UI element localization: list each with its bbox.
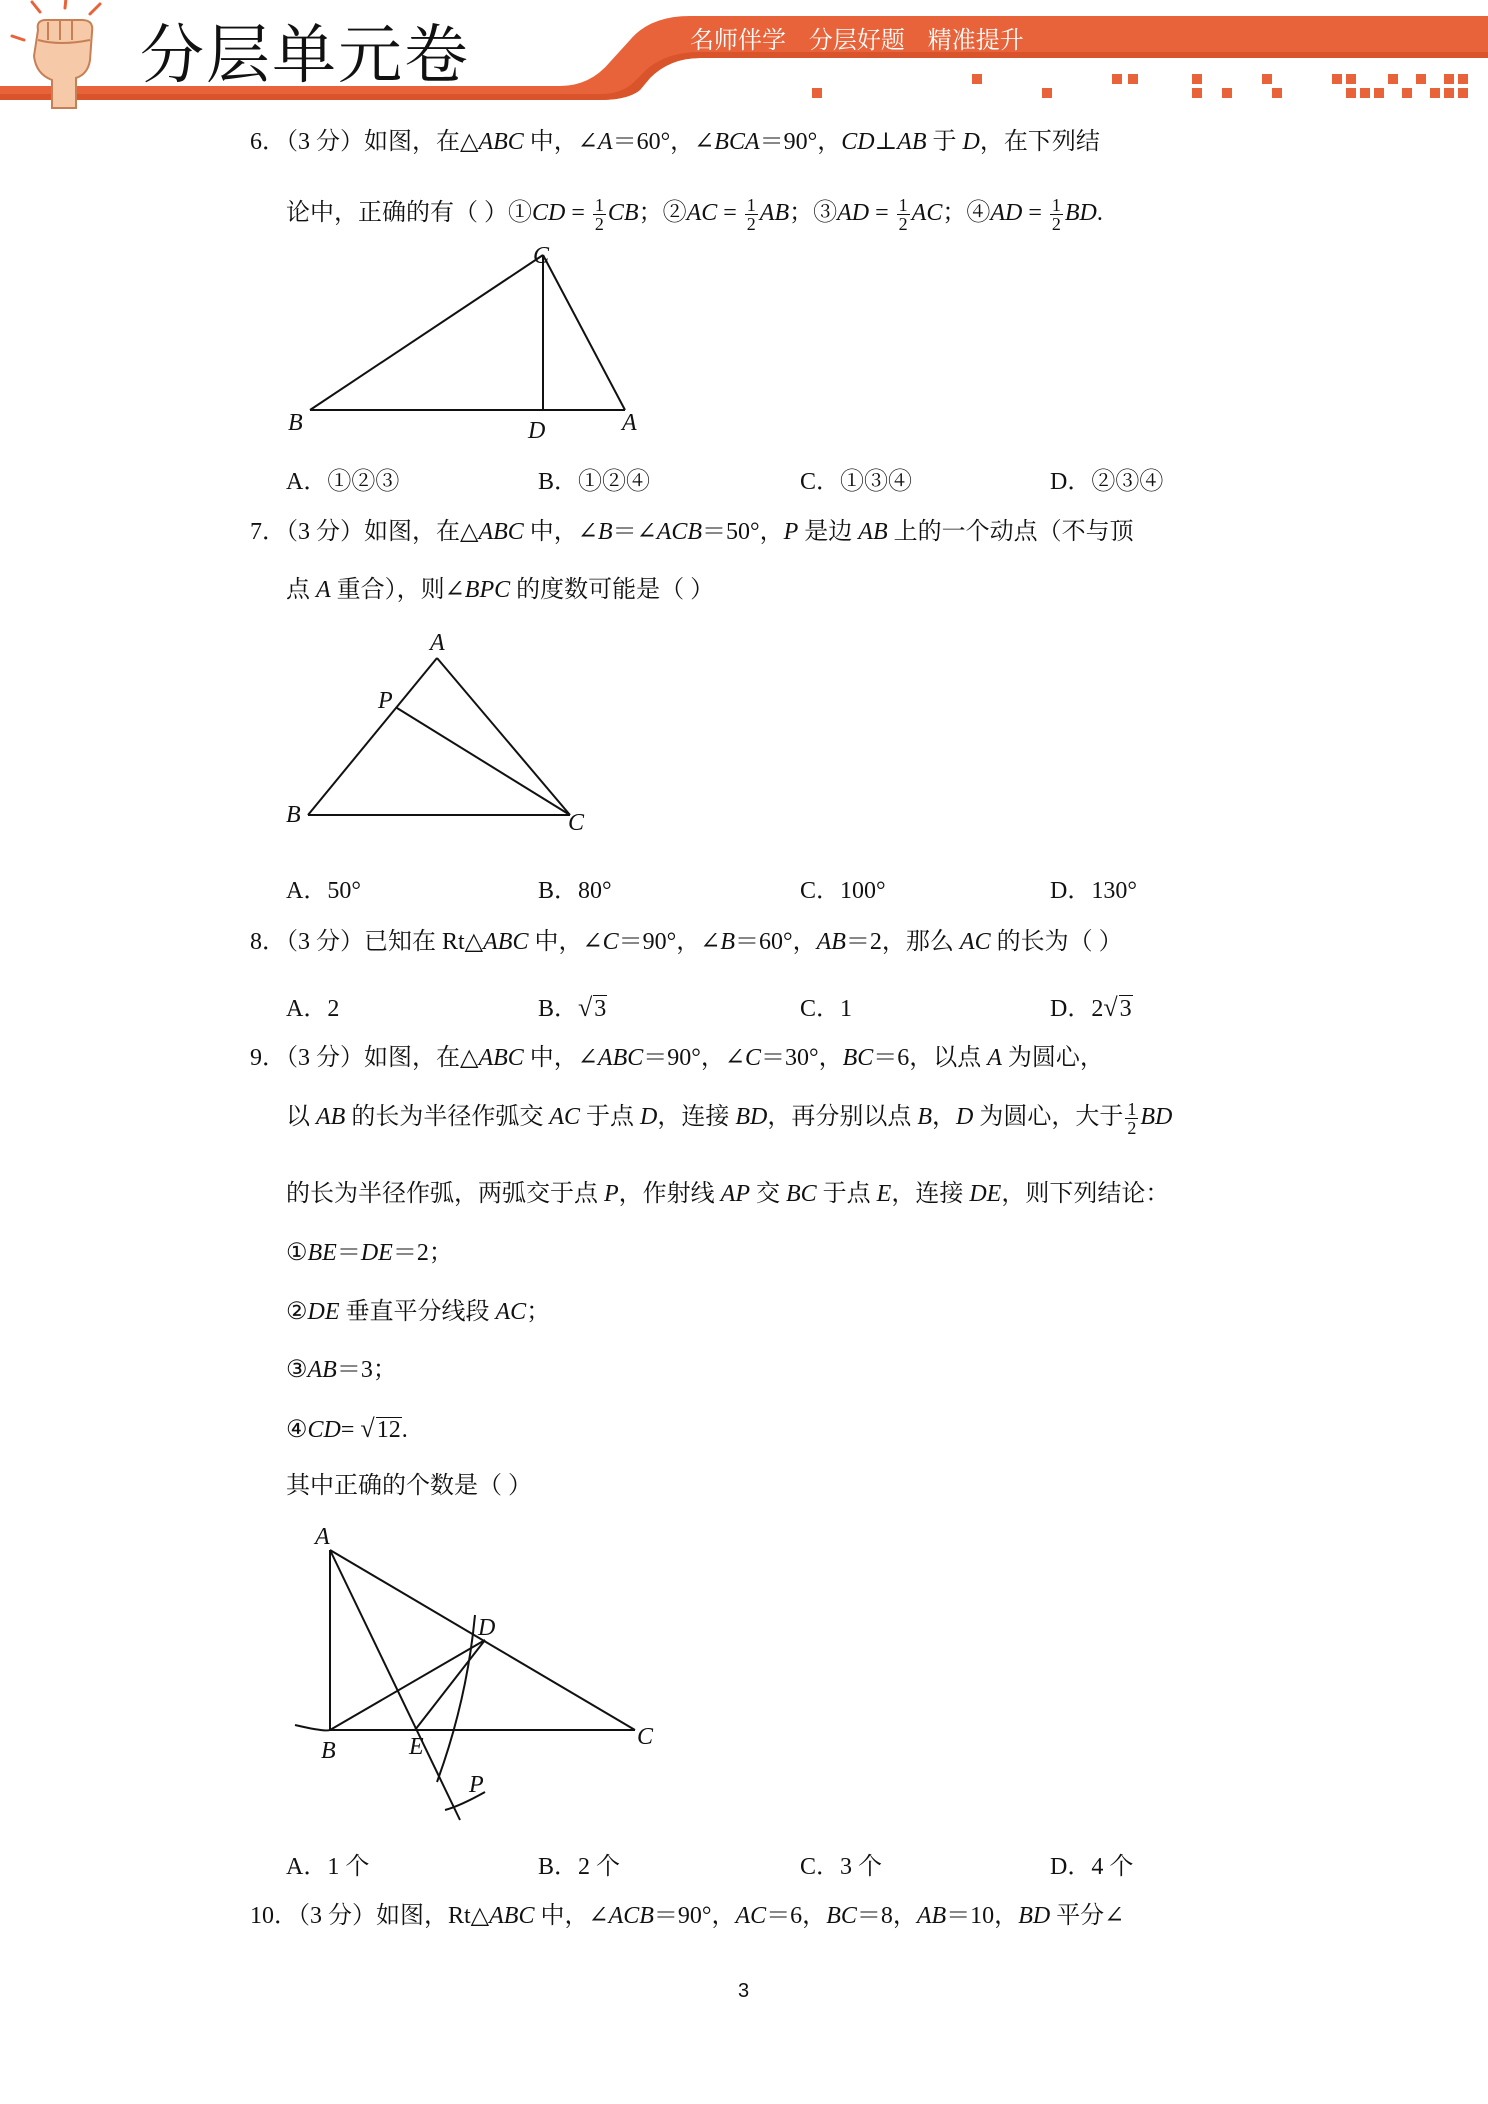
- option-text: ①②③: [327, 469, 400, 495]
- q6-var: AC: [686, 200, 718, 227]
- page-number: 3: [738, 1980, 750, 2002]
- q10-var: BD: [1018, 1903, 1051, 1929]
- q6-var: AC: [911, 200, 943, 227]
- q6-text: ，在下列结: [979, 129, 1100, 155]
- q6-text: ＝60°，∠: [612, 129, 715, 155]
- option-letter: B．: [538, 1854, 579, 1880]
- option-text: 1 个: [327, 1854, 370, 1880]
- fraction-num: 1: [1051, 195, 1061, 215]
- option-letter: B．: [538, 878, 579, 904]
- q9-text: ＝6，以点: [873, 1045, 988, 1071]
- q9-var: CD: [307, 1417, 341, 1443]
- q6-option-b[interactable]: [538, 461, 650, 496]
- option-letter: C．: [800, 996, 841, 1022]
- q8-number: 8．: [250, 929, 286, 955]
- q9-radicand: 12: [376, 1417, 401, 1443]
- q6-eq: =: [1022, 200, 1048, 227]
- q9-option-d[interactable]: [1050, 1846, 1133, 1881]
- option-letter: D．: [1050, 878, 1092, 904]
- q6-choice-mark: ①: [508, 200, 532, 227]
- option-letter: B．: [538, 996, 579, 1022]
- q6-choice-mark: ②: [662, 200, 687, 227]
- q9-score: （3 分）: [286, 1045, 364, 1071]
- half-fraction: [1050, 196, 1063, 233]
- q6-text: 中，∠: [523, 129, 598, 155]
- option-letter: A．: [286, 1854, 328, 1880]
- q6-var: CD: [532, 200, 566, 227]
- q10-line1: [250, 1904, 1124, 1928]
- q9-option-a[interactable]: [286, 1846, 369, 1881]
- q10-number: 10．: [250, 1903, 298, 1929]
- q9-var: AP: [720, 1181, 750, 1207]
- q7-label-C: C: [568, 810, 585, 836]
- q9-number: 9．: [250, 1045, 286, 1071]
- q10-text: 中，∠: [534, 1903, 609, 1929]
- q7-text: ＝∠: [612, 519, 657, 545]
- q6-figure: [280, 245, 650, 445]
- q10-var: AB: [916, 1903, 947, 1929]
- half-fraction: [1125, 1100, 1138, 1137]
- q6-sep: ；: [942, 200, 967, 227]
- q9-text: =: [340, 1417, 361, 1443]
- q9-text: 的长为半径作弧，两弧交于点: [286, 1181, 604, 1207]
- option-letter: A．: [286, 996, 328, 1022]
- q8-text: ＝90°，∠: [618, 929, 721, 955]
- q9-text: .: [401, 1417, 408, 1443]
- fist-icon: [10, 0, 120, 110]
- q9-text: 交: [750, 1181, 786, 1207]
- sqrt-icon: √: [1103, 993, 1118, 1022]
- option-radicand: 3: [594, 996, 607, 1022]
- q9-statement-3: [286, 1358, 397, 1382]
- q6-text: 如图，在△: [364, 129, 479, 155]
- q9-text: 于点: [816, 1181, 877, 1207]
- q8-score: （3 分）: [286, 929, 364, 955]
- q8-var: ABC: [483, 929, 529, 955]
- q9-var: ABC: [597, 1045, 644, 1071]
- q6-choice-mark: ③: [813, 200, 838, 227]
- q6-var: D: [962, 129, 980, 155]
- q6-sep: ；: [638, 200, 663, 227]
- option-radicand: 3: [1119, 996, 1132, 1022]
- option-text: 1: [840, 996, 853, 1022]
- q7-figure: [280, 630, 600, 840]
- q6-text: 于: [926, 129, 963, 155]
- q9-text: ，: [932, 1104, 957, 1131]
- q6-label-B: B: [288, 410, 303, 436]
- q7-text: ＝50°，: [702, 519, 784, 545]
- q8-text: 的长为（ ）: [990, 929, 1123, 955]
- q7-option-c[interactable]: [800, 870, 886, 905]
- option-text: ①③④: [840, 469, 913, 495]
- half-fraction: [593, 196, 606, 233]
- q8-option-a[interactable]: [286, 988, 339, 1023]
- option-text: 2 个: [578, 1854, 621, 1880]
- q9-var: AC: [549, 1104, 580, 1131]
- option-text: 100°: [840, 878, 886, 904]
- q8-text: 已知在 Rt△: [364, 929, 484, 955]
- statement-mark: ④: [286, 1417, 308, 1443]
- q7-var: P: [783, 519, 799, 545]
- q6-option-a[interactable]: [286, 461, 399, 496]
- q9-text: ＝30°，: [760, 1045, 843, 1071]
- q8-var: AB: [816, 929, 846, 955]
- q9-var: DE: [307, 1299, 340, 1325]
- q9-var: AC: [495, 1299, 527, 1325]
- q6-score: （3 分）: [286, 129, 364, 155]
- q8-var: AC: [959, 929, 991, 955]
- q10-var: ACB: [608, 1903, 654, 1929]
- q7-var: ABC: [478, 519, 524, 545]
- q9-var: P: [604, 1181, 619, 1207]
- sqrt-icon: √: [578, 993, 593, 1022]
- q8-var: C: [602, 929, 619, 955]
- q10-var: AC: [735, 1903, 767, 1929]
- q7-label-P: P: [378, 688, 393, 714]
- q9-var: BC: [842, 1045, 874, 1071]
- q10-score: （3 分）: [298, 1903, 376, 1929]
- q9-text: 中，∠: [523, 1045, 598, 1071]
- q6-end: .: [1096, 200, 1103, 227]
- q6-var: BCA: [714, 129, 760, 155]
- q7-var: B: [597, 519, 613, 545]
- q9-question: [286, 1474, 532, 1498]
- q9-text: ，连接: [657, 1104, 736, 1131]
- q9-var: BE: [307, 1240, 337, 1266]
- fraction-den: 2: [1051, 214, 1061, 234]
- q10-text: ＝6，: [766, 1903, 827, 1929]
- option-letter: A．: [286, 469, 328, 495]
- q7-var: BPC: [464, 577, 511, 603]
- q8-text: ＝2，那么: [845, 929, 960, 955]
- fraction-den: 2: [898, 214, 908, 234]
- q6-eq: =: [565, 200, 591, 227]
- q9-text: 为圆心，大于: [973, 1104, 1124, 1131]
- q9-text: 于点: [580, 1104, 640, 1131]
- q6-var: AB: [897, 129, 927, 155]
- option-letter: B．: [538, 469, 579, 495]
- q6-var: AB: [759, 200, 790, 227]
- q9-statement-1: [286, 1241, 453, 1265]
- option-text: ②③④: [1091, 469, 1164, 495]
- q7-label-A: A: [430, 630, 445, 656]
- half-fraction: [897, 196, 910, 233]
- q7-text: 中，∠: [523, 519, 598, 545]
- q9-text: 的长为半径作弧交: [345, 1104, 550, 1131]
- q7-score: （3 分）: [286, 519, 364, 545]
- option-letter: D．: [1050, 996, 1092, 1022]
- q9-label-C: C: [637, 1724, 654, 1750]
- q6-var: AD: [990, 200, 1023, 227]
- q7-line1: [250, 520, 1134, 544]
- q9-label-E: E: [409, 1734, 424, 1760]
- q6-choice-mark: ④: [966, 200, 991, 227]
- q6-label-D: D: [528, 418, 546, 444]
- q9-text: ，作射线: [618, 1181, 721, 1207]
- q9-var: D: [956, 1104, 974, 1131]
- q7-var: ACB: [656, 519, 703, 545]
- fraction-den: 2: [1127, 1118, 1137, 1138]
- q6-var: A: [597, 129, 613, 155]
- half-fraction: [745, 196, 758, 233]
- fraction-num: 1: [1127, 1099, 1137, 1119]
- q10-text: 如图，Rt△: [376, 1903, 490, 1929]
- header-title: 分层单元卷: [140, 19, 470, 93]
- q9-var: A: [987, 1045, 1002, 1071]
- q9-var: C: [744, 1045, 761, 1071]
- q7-number: 7．: [250, 519, 286, 545]
- q9-figure: [285, 1520, 665, 1830]
- option-text: 2: [327, 996, 340, 1022]
- q6-var: CD: [841, 129, 875, 155]
- q9-var: B: [917, 1104, 933, 1131]
- q9-text: ＝2；: [392, 1240, 453, 1266]
- q10-text: 平分∠: [1050, 1903, 1125, 1929]
- q6-option-d[interactable]: [1050, 461, 1163, 496]
- q6-var: BD: [1064, 200, 1097, 227]
- q6-text: ⊥: [874, 129, 898, 155]
- q9-text: ＝3；: [336, 1357, 397, 1383]
- q9-var: AB: [316, 1104, 346, 1131]
- q9-label-P: P: [469, 1772, 484, 1798]
- q9-text: ，则下列结论：: [1001, 1181, 1170, 1207]
- q7-option-d[interactable]: [1050, 870, 1137, 905]
- q8-option-d[interactable]: [1050, 988, 1133, 1023]
- q9-line1: [250, 1046, 1104, 1070]
- q7-text: 上的一个动点（不与顶: [887, 519, 1134, 545]
- q9-statement-4: [286, 1416, 408, 1442]
- statement-mark: ①: [286, 1240, 308, 1266]
- q9-text: ，连接: [891, 1181, 970, 1207]
- q9-option-c[interactable]: [800, 1846, 882, 1881]
- q9-var: E: [876, 1181, 892, 1207]
- q9-line3: [286, 1182, 1169, 1206]
- q8-text: ＝60°，: [734, 929, 817, 955]
- q8-option-c[interactable]: [800, 988, 852, 1023]
- option-text: 130°: [1091, 878, 1137, 904]
- q6-label-A: A: [622, 410, 637, 436]
- q8-text: 中，∠: [528, 929, 603, 955]
- q8-var: B: [720, 929, 735, 955]
- fraction-den: 2: [746, 214, 756, 234]
- q9-option-b[interactable]: [538, 1846, 620, 1881]
- q9-var: BD: [735, 1104, 768, 1131]
- q6-text: ＝90°，: [759, 129, 842, 155]
- q9-var: BD: [1140, 1104, 1173, 1131]
- q7-text: 重合），则∠: [330, 577, 465, 603]
- q7-label-B: B: [286, 802, 301, 828]
- q9-text: 垂直平分线段: [339, 1299, 496, 1325]
- option-text: 80°: [578, 878, 612, 904]
- sqrt-icon: √: [360, 1414, 375, 1443]
- q7-text: 的度数可能是（ ）: [510, 577, 715, 603]
- q9-text: ；: [526, 1299, 551, 1325]
- q6-eq: =: [717, 200, 743, 227]
- q10-var: BC: [826, 1903, 857, 1929]
- q9-var: AB: [307, 1357, 337, 1383]
- q6-var: ABC: [478, 129, 524, 155]
- fraction-num: 1: [594, 195, 604, 215]
- q9-var: DE: [360, 1240, 393, 1266]
- q9-text: 为圆心，: [1001, 1045, 1104, 1071]
- option-prefix: 2: [1091, 996, 1104, 1022]
- q10-text: ＝10，: [946, 1903, 1019, 1929]
- q7-text: 点: [286, 577, 316, 603]
- q9-line2: [286, 1100, 1172, 1137]
- q9-text: ＝90°，∠: [643, 1045, 745, 1071]
- q6-number: 6．: [250, 129, 286, 155]
- q10-var: ABC: [489, 1903, 535, 1929]
- fraction-num: 1: [898, 195, 908, 215]
- q9-statement-2: [286, 1300, 550, 1324]
- option-text: 4 个: [1091, 1854, 1134, 1880]
- q6-var: CB: [607, 200, 639, 227]
- q6-var: AD: [837, 200, 870, 227]
- q9-label-B: B: [321, 1738, 336, 1764]
- q10-text: ＝90°，: [653, 1903, 736, 1929]
- statement-mark: ②: [286, 1299, 308, 1325]
- q6-eq: =: [869, 200, 895, 227]
- q10-text: ＝8，: [856, 1903, 917, 1929]
- q8-line1: [250, 930, 1123, 954]
- q9-var: BC: [786, 1181, 817, 1207]
- q7-option-b[interactable]: [538, 870, 612, 905]
- option-letter: D．: [1050, 1854, 1092, 1880]
- option-text: ①②④: [578, 469, 651, 495]
- fraction-num: 1: [746, 195, 756, 215]
- q6-option-c[interactable]: [800, 461, 912, 496]
- option-text: 3 个: [840, 1854, 883, 1880]
- option-letter: C．: [800, 469, 841, 495]
- q9-label-A: A: [315, 1524, 330, 1550]
- option-letter: D．: [1050, 469, 1092, 495]
- q9-label-D: D: [478, 1615, 496, 1641]
- option-letter: C．: [800, 878, 841, 904]
- option-text: 50°: [327, 878, 361, 904]
- q9-text: ，再分别以点: [767, 1104, 918, 1131]
- fraction-den: 2: [594, 214, 604, 234]
- q6-label-C: C: [533, 245, 550, 269]
- q7-option-a[interactable]: [286, 870, 361, 905]
- q7-line2: [286, 578, 714, 602]
- q6-line2: [286, 196, 1103, 233]
- q9-var: D: [640, 1104, 658, 1131]
- q9-text: ＝: [336, 1240, 361, 1266]
- q6-sep: ；: [789, 200, 814, 227]
- q6-line1: [250, 130, 1100, 154]
- q9-var: ABC: [478, 1045, 524, 1071]
- q6-text: 论中，正确的有（ ）: [286, 200, 508, 227]
- q9-text: 如图，在△: [364, 1045, 479, 1071]
- q7-var: A: [316, 577, 331, 603]
- q7-text: 如图，在△: [364, 519, 479, 545]
- option-letter: A．: [286, 878, 328, 904]
- header-slogan: 名师伴学 分层好题 精准提升: [690, 26, 1024, 54]
- q7-text: 是边: [798, 519, 859, 545]
- q9-var: DE: [969, 1181, 1002, 1207]
- q9-text: 其中正确的个数是（ ）: [286, 1473, 532, 1499]
- q7-var: AB: [858, 519, 888, 545]
- q8-option-b[interactable]: [538, 988, 607, 1023]
- statement-mark: ③: [286, 1357, 308, 1383]
- option-letter: C．: [800, 1854, 841, 1880]
- q9-text: 以: [286, 1104, 316, 1131]
